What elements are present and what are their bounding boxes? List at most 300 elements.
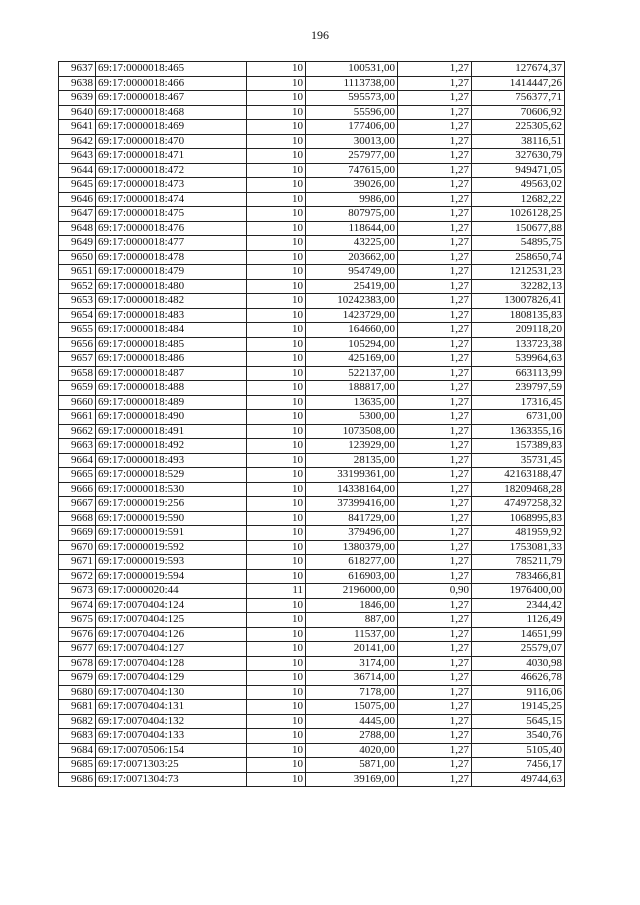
row-number-cell: 9652 — [59, 279, 96, 294]
area-cell: 37399416,00 — [306, 497, 398, 512]
cost-cell: 35731,45 — [472, 453, 565, 468]
cost-cell: 6731,00 — [472, 410, 565, 425]
cadastral-number-cell: 69:17:0000018:477 — [96, 236, 247, 251]
cadastral-number-cell: 69:17:0000019:256 — [96, 497, 247, 512]
table-row — [59, 279, 565, 294]
table-row — [59, 323, 565, 338]
area-cell: 203662,00 — [306, 250, 398, 265]
coefficient-cell: 1,27 — [398, 714, 472, 729]
cost-cell: 2344,42 — [472, 598, 565, 613]
cost-cell: 32282,13 — [472, 279, 565, 294]
coefficient-cell: 1,27 — [398, 236, 472, 251]
area-cell: 379496,00 — [306, 526, 398, 541]
table-row — [59, 178, 565, 193]
area-cell: 4020,00 — [306, 743, 398, 758]
row-number-cell: 9663 — [59, 439, 96, 454]
class-cell: 10 — [247, 366, 306, 381]
table-row — [59, 381, 565, 396]
area-cell: 747615,00 — [306, 163, 398, 178]
row-number-cell: 9651 — [59, 265, 96, 280]
area-cell: 164660,00 — [306, 323, 398, 338]
area-cell: 100531,00 — [306, 62, 398, 77]
coefficient-cell: 1,27 — [398, 627, 472, 642]
cost-cell: 9116,06 — [472, 685, 565, 700]
class-cell: 10 — [247, 91, 306, 106]
cost-cell: 1753081,33 — [472, 540, 565, 555]
class-cell: 10 — [247, 134, 306, 149]
table-row — [59, 685, 565, 700]
cadastral-number-cell: 69:17:0070404:128 — [96, 656, 247, 671]
coefficient-cell: 1,27 — [398, 482, 472, 497]
cadastral-number-cell: 69:17:0000018:493 — [96, 453, 247, 468]
row-number-cell: 9668 — [59, 511, 96, 526]
cadastral-number-cell: 69:17:0000018:486 — [96, 352, 247, 367]
table-row — [59, 700, 565, 715]
cost-cell: 209118,20 — [472, 323, 565, 338]
cadastral-number-cell: 69:17:0000018:490 — [96, 410, 247, 425]
cadastral-number-cell: 69:17:0000018:483 — [96, 308, 247, 323]
class-cell: 10 — [247, 482, 306, 497]
cadastral-number-cell: 69:17:0000018:471 — [96, 149, 247, 164]
area-cell: 39026,00 — [306, 178, 398, 193]
class-cell: 10 — [247, 149, 306, 164]
cost-cell: 127674,37 — [472, 62, 565, 77]
cadastral-number-cell: 69:17:0000018:469 — [96, 120, 247, 135]
cadastral-number-cell: 69:17:0000018:473 — [96, 178, 247, 193]
area-cell: 4445,00 — [306, 714, 398, 729]
area-cell: 522137,00 — [306, 366, 398, 381]
area-cell: 20141,00 — [306, 642, 398, 657]
class-cell: 10 — [247, 279, 306, 294]
table-row — [59, 366, 565, 381]
table-body — [59, 62, 565, 787]
cadastral-number-cell: 69:17:0000018:476 — [96, 221, 247, 236]
class-cell: 10 — [247, 468, 306, 483]
class-cell: 10 — [247, 714, 306, 729]
row-number-cell: 9673 — [59, 584, 96, 599]
row-number-cell: 9638 — [59, 76, 96, 91]
class-cell: 10 — [247, 627, 306, 642]
class-cell: 10 — [247, 323, 306, 338]
table-row — [59, 453, 565, 468]
area-cell: 33199361,00 — [306, 468, 398, 483]
area-cell: 28135,00 — [306, 453, 398, 468]
area-cell: 1073508,00 — [306, 424, 398, 439]
row-number-cell: 9684 — [59, 743, 96, 758]
class-cell: 10 — [247, 511, 306, 526]
cadastral-number-cell: 69:17:0000018:482 — [96, 294, 247, 309]
table-row — [59, 395, 565, 410]
area-cell: 2788,00 — [306, 729, 398, 744]
cadastral-number-cell: 69:17:0070404:125 — [96, 613, 247, 628]
cost-cell: 1126,49 — [472, 613, 565, 628]
row-number-cell: 9666 — [59, 482, 96, 497]
cadastral-number-cell: 69:17:0071304:73 — [96, 772, 247, 787]
cost-cell: 949471,05 — [472, 163, 565, 178]
cost-cell: 481959,92 — [472, 526, 565, 541]
row-number-cell: 9653 — [59, 294, 96, 309]
cadastral-number-cell: 69:17:0000018:478 — [96, 250, 247, 265]
cadastral-number-cell: 69:17:0000019:590 — [96, 511, 247, 526]
cost-cell: 1976400,00 — [472, 584, 565, 599]
coefficient-cell: 1,27 — [398, 134, 472, 149]
row-number-cell: 9655 — [59, 323, 96, 338]
cost-cell: 46626,78 — [472, 671, 565, 686]
cost-cell: 25579,07 — [472, 642, 565, 657]
cadastral-number-cell: 69:17:0000018:491 — [96, 424, 247, 439]
area-cell: 11537,00 — [306, 627, 398, 642]
area-cell: 55596,00 — [306, 105, 398, 120]
row-number-cell: 9664 — [59, 453, 96, 468]
class-cell: 10 — [247, 642, 306, 657]
coefficient-cell: 1,27 — [398, 758, 472, 773]
class-cell: 10 — [247, 207, 306, 222]
row-number-cell: 9654 — [59, 308, 96, 323]
row-number-cell: 9658 — [59, 366, 96, 381]
area-cell: 9986,00 — [306, 192, 398, 207]
coefficient-cell: 1,27 — [398, 294, 472, 309]
class-cell: 10 — [247, 743, 306, 758]
coefficient-cell: 1,27 — [398, 453, 472, 468]
cadastral-table — [58, 61, 565, 787]
class-cell: 10 — [247, 308, 306, 323]
table-row — [59, 76, 565, 91]
area-cell: 616903,00 — [306, 569, 398, 584]
coefficient-cell: 1,27 — [398, 526, 472, 541]
coefficient-cell: 1,27 — [398, 250, 472, 265]
row-number-cell: 9686 — [59, 772, 96, 787]
area-cell: 39169,00 — [306, 772, 398, 787]
row-number-cell: 9661 — [59, 410, 96, 425]
row-number-cell: 9659 — [59, 381, 96, 396]
cost-cell: 7456,17 — [472, 758, 565, 773]
coefficient-cell: 1,27 — [398, 120, 472, 135]
table-row — [59, 294, 565, 309]
area-cell: 1113738,00 — [306, 76, 398, 91]
table-row — [59, 613, 565, 628]
table-row — [59, 337, 565, 352]
class-cell: 10 — [247, 656, 306, 671]
area-cell: 25419,00 — [306, 279, 398, 294]
cadastral-number-cell: 69:17:0000018:489 — [96, 395, 247, 410]
row-number-cell: 9683 — [59, 729, 96, 744]
cadastral-number-cell: 69:17:0070404:124 — [96, 598, 247, 613]
coefficient-cell: 1,27 — [398, 105, 472, 120]
table-row — [59, 772, 565, 787]
coefficient-cell: 1,27 — [398, 178, 472, 193]
area-cell: 841729,00 — [306, 511, 398, 526]
cost-cell: 225305,62 — [472, 120, 565, 135]
cost-cell: 5105,40 — [472, 743, 565, 758]
row-number-cell: 9646 — [59, 192, 96, 207]
row-number-cell: 9644 — [59, 163, 96, 178]
coefficient-cell: 1,27 — [398, 352, 472, 367]
area-cell: 887,00 — [306, 613, 398, 628]
table-row — [59, 569, 565, 584]
table-row — [59, 410, 565, 425]
cadastral-number-cell: 69:17:0071303:25 — [96, 758, 247, 773]
cost-cell: 1363355,16 — [472, 424, 565, 439]
area-cell: 15075,00 — [306, 700, 398, 715]
cost-cell: 54895,75 — [472, 236, 565, 251]
cadastral-number-cell: 69:17:0000018:468 — [96, 105, 247, 120]
cadastral-number-cell: 69:17:0070506:154 — [96, 743, 247, 758]
cost-cell: 47497258,32 — [472, 497, 565, 512]
cadastral-number-cell: 69:17:0000018:474 — [96, 192, 247, 207]
class-cell: 10 — [247, 352, 306, 367]
cadastral-number-cell: 69:17:0070404:131 — [96, 700, 247, 715]
table-row — [59, 120, 565, 135]
cadastral-number-cell: 69:17:0000018:480 — [96, 279, 247, 294]
cadastral-number-cell: 69:17:0070404:132 — [96, 714, 247, 729]
cost-cell: 14651,99 — [472, 627, 565, 642]
row-number-cell: 9640 — [59, 105, 96, 120]
area-cell: 105294,00 — [306, 337, 398, 352]
table-row — [59, 729, 565, 744]
coefficient-cell: 1,27 — [398, 497, 472, 512]
table-row — [59, 526, 565, 541]
cost-cell: 258650,74 — [472, 250, 565, 265]
class-cell: 10 — [247, 192, 306, 207]
class-cell: 10 — [247, 163, 306, 178]
area-cell: 30013,00 — [306, 134, 398, 149]
table-row — [59, 352, 565, 367]
table-row — [59, 221, 565, 236]
area-cell: 618277,00 — [306, 555, 398, 570]
cost-cell: 756377,71 — [472, 91, 565, 106]
area-cell: 177406,00 — [306, 120, 398, 135]
coefficient-cell: 1,27 — [398, 91, 472, 106]
coefficient-cell: 1,27 — [398, 337, 472, 352]
cadastral-number-cell: 69:17:0000018:492 — [96, 439, 247, 454]
row-number-cell: 9662 — [59, 424, 96, 439]
class-cell: 10 — [247, 76, 306, 91]
cost-cell: 38116,51 — [472, 134, 565, 149]
table-row — [59, 627, 565, 642]
coefficient-cell: 1,27 — [398, 265, 472, 280]
class-cell: 10 — [247, 294, 306, 309]
class-cell: 10 — [247, 671, 306, 686]
row-number-cell: 9643 — [59, 149, 96, 164]
area-cell: 5871,00 — [306, 758, 398, 773]
cost-cell: 783466,81 — [472, 569, 565, 584]
area-cell: 14338164,00 — [306, 482, 398, 497]
row-number-cell: 9676 — [59, 627, 96, 642]
coefficient-cell: 1,27 — [398, 395, 472, 410]
table-row — [59, 656, 565, 671]
class-cell: 10 — [247, 178, 306, 193]
area-cell: 5300,00 — [306, 410, 398, 425]
cost-cell: 19145,25 — [472, 700, 565, 715]
coefficient-cell: 1,27 — [398, 772, 472, 787]
area-cell: 425169,00 — [306, 352, 398, 367]
coefficient-cell: 1,27 — [398, 381, 472, 396]
area-cell: 123929,00 — [306, 439, 398, 454]
coefficient-cell: 1,27 — [398, 656, 472, 671]
coefficient-cell: 1,27 — [398, 540, 472, 555]
area-cell: 43225,00 — [306, 236, 398, 251]
table-row — [59, 642, 565, 657]
coefficient-cell: 1,27 — [398, 149, 472, 164]
cost-cell: 150677,88 — [472, 221, 565, 236]
row-number-cell: 9680 — [59, 685, 96, 700]
coefficient-cell: 0,90 — [398, 584, 472, 599]
row-number-cell: 9656 — [59, 337, 96, 352]
cadastral-number-cell: 69:17:0000018:467 — [96, 91, 247, 106]
class-cell: 10 — [247, 439, 306, 454]
area-cell: 3174,00 — [306, 656, 398, 671]
cost-cell: 239797,59 — [472, 381, 565, 396]
class-cell: 10 — [247, 395, 306, 410]
coefficient-cell: 1,27 — [398, 323, 472, 338]
row-number-cell: 9647 — [59, 207, 96, 222]
table-row — [59, 584, 565, 599]
class-cell: 10 — [247, 772, 306, 787]
coefficient-cell: 1,27 — [398, 410, 472, 425]
area-cell: 257977,00 — [306, 149, 398, 164]
class-cell: 10 — [247, 555, 306, 570]
class-cell: 10 — [247, 526, 306, 541]
cadastral-number-cell: 69:17:0000018:488 — [96, 381, 247, 396]
row-number-cell: 9642 — [59, 134, 96, 149]
class-cell: 10 — [247, 424, 306, 439]
table-row — [59, 511, 565, 526]
class-cell: 10 — [247, 453, 306, 468]
table-row — [59, 236, 565, 251]
cost-cell: 17316,45 — [472, 395, 565, 410]
row-number-cell: 9682 — [59, 714, 96, 729]
class-cell: 10 — [247, 758, 306, 773]
row-number-cell: 9671 — [59, 555, 96, 570]
table-row — [59, 482, 565, 497]
class-cell: 10 — [247, 540, 306, 555]
table-row — [59, 163, 565, 178]
cadastral-number-cell: 69:17:0000019:591 — [96, 526, 247, 541]
cost-cell: 157389,83 — [472, 439, 565, 454]
area-cell: 36714,00 — [306, 671, 398, 686]
table-row — [59, 134, 565, 149]
area-cell: 1846,00 — [306, 598, 398, 613]
coefficient-cell: 1,27 — [398, 685, 472, 700]
cadastral-number-cell: 69:17:0000018:466 — [96, 76, 247, 91]
class-cell: 10 — [247, 337, 306, 352]
cadastral-number-cell: 69:17:0070404:127 — [96, 642, 247, 657]
row-number-cell: 9660 — [59, 395, 96, 410]
coefficient-cell: 1,27 — [398, 76, 472, 91]
row-number-cell: 9670 — [59, 540, 96, 555]
class-cell: 10 — [247, 381, 306, 396]
coefficient-cell: 1,27 — [398, 569, 472, 584]
table-row — [59, 540, 565, 555]
cadastral-number-cell: 69:17:0000018:487 — [96, 366, 247, 381]
coefficient-cell: 1,27 — [398, 163, 472, 178]
cadastral-number-cell: 69:17:0000018:529 — [96, 468, 247, 483]
coefficient-cell: 1,27 — [398, 221, 472, 236]
area-cell: 1380379,00 — [306, 540, 398, 555]
row-number-cell: 9648 — [59, 221, 96, 236]
row-number-cell: 9669 — [59, 526, 96, 541]
coefficient-cell: 1,27 — [398, 468, 472, 483]
table-row — [59, 671, 565, 686]
table-row — [59, 207, 565, 222]
cadastral-number-cell: 69:17:0000018:479 — [96, 265, 247, 280]
coefficient-cell: 1,27 — [398, 700, 472, 715]
cost-cell: 1414447,26 — [472, 76, 565, 91]
cadastral-number-cell: 69:17:0000018:485 — [96, 337, 247, 352]
coefficient-cell: 1,27 — [398, 642, 472, 657]
coefficient-cell: 1,27 — [398, 743, 472, 758]
class-cell: 10 — [247, 62, 306, 77]
coefficient-cell: 1,27 — [398, 62, 472, 77]
table-row — [59, 105, 565, 120]
cost-cell: 539964,63 — [472, 352, 565, 367]
table-row — [59, 62, 565, 77]
table-row — [59, 149, 565, 164]
row-number-cell: 9641 — [59, 120, 96, 135]
class-cell: 10 — [247, 250, 306, 265]
cost-cell: 327630,79 — [472, 149, 565, 164]
table-row — [59, 424, 565, 439]
class-cell: 11 — [247, 584, 306, 599]
cadastral-number-cell: 69:17:0070404:130 — [96, 685, 247, 700]
coefficient-cell: 1,27 — [398, 366, 472, 381]
table-row — [59, 308, 565, 323]
area-cell: 595573,00 — [306, 91, 398, 106]
class-cell: 10 — [247, 569, 306, 584]
row-number-cell: 9667 — [59, 497, 96, 512]
cost-cell: 133723,38 — [472, 337, 565, 352]
table-row — [59, 714, 565, 729]
coefficient-cell: 1,27 — [398, 207, 472, 222]
cadastral-number-cell: 69:17:0000018:470 — [96, 134, 247, 149]
cost-cell: 663113,99 — [472, 366, 565, 381]
coefficient-cell: 1,27 — [398, 424, 472, 439]
row-number-cell: 9672 — [59, 569, 96, 584]
cadastral-number-cell: 69:17:0000019:593 — [96, 555, 247, 570]
row-number-cell: 9639 — [59, 91, 96, 106]
area-cell: 807975,00 — [306, 207, 398, 222]
class-cell: 10 — [247, 497, 306, 512]
coefficient-cell: 1,27 — [398, 555, 472, 570]
coefficient-cell: 1,27 — [398, 279, 472, 294]
cost-cell: 1068995,83 — [472, 511, 565, 526]
area-cell: 7178,00 — [306, 685, 398, 700]
cadastral-number-cell: 69:17:0000018:465 — [96, 62, 247, 77]
cost-cell: 1212531,23 — [472, 265, 565, 280]
coefficient-cell: 1,27 — [398, 613, 472, 628]
table-row — [59, 497, 565, 512]
coefficient-cell: 1,27 — [398, 598, 472, 613]
row-number-cell: 9637 — [59, 62, 96, 77]
area-cell: 954749,00 — [306, 265, 398, 280]
row-number-cell: 9685 — [59, 758, 96, 773]
class-cell: 10 — [247, 221, 306, 236]
area-cell: 188817,00 — [306, 381, 398, 396]
table-row — [59, 250, 565, 265]
table-row — [59, 265, 565, 280]
row-number-cell: 9674 — [59, 598, 96, 613]
table-row — [59, 468, 565, 483]
table-row — [59, 743, 565, 758]
cost-cell: 12682,22 — [472, 192, 565, 207]
class-cell: 10 — [247, 105, 306, 120]
row-number-cell: 9678 — [59, 656, 96, 671]
cost-cell: 4030,98 — [472, 656, 565, 671]
class-cell: 10 — [247, 120, 306, 135]
area-cell: 13635,00 — [306, 395, 398, 410]
class-cell: 10 — [247, 685, 306, 700]
cost-cell: 42163188,47 — [472, 468, 565, 483]
